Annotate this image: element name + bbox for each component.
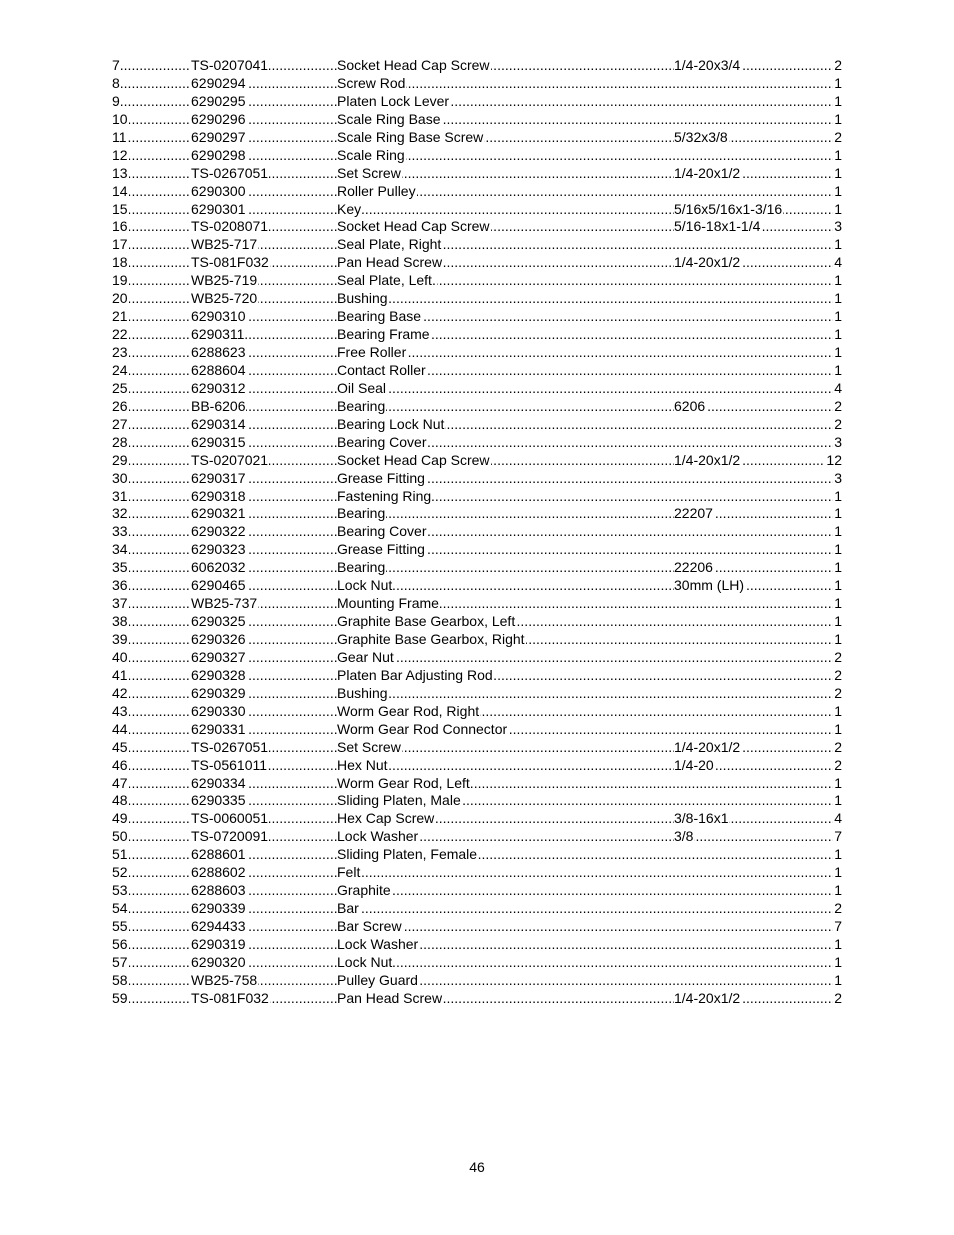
part-quantity: 2 [834,648,842,665]
part-description: Bearing [337,397,386,414]
part-quantity: 1 [834,720,842,737]
part-description: Scale Ring [337,146,405,163]
part-description: Lock Washer [337,828,419,845]
parts-list-row [112,739,842,757]
part-number: 6290330 [191,702,246,719]
item-number: 26 [112,397,128,414]
parts-list-row [112,577,842,595]
parts-list-row [112,452,842,470]
parts-list-row [112,595,842,613]
parts-list-row [112,218,842,236]
part-number: 6290335 [191,792,246,809]
part-quantity: 1 [834,971,842,988]
part-description: Worm Gear Rod Connector [337,720,508,737]
parts-list-row [112,541,842,559]
part-quantity: 2 [834,756,842,773]
part-number: 6290297 [191,128,246,145]
parts-list-row [112,308,842,326]
item-number: 52 [112,864,128,881]
part-description: Pan Head Screw [337,989,443,1006]
item-number: 50 [112,828,128,845]
item-number: 39 [112,631,128,647]
parts-list-row [112,398,842,416]
part-size: 1/4-20x1/2 [674,989,741,1006]
part-description: Fastening Ring [337,487,432,504]
part-description: Platen Lock Lever [337,92,450,109]
item-number: 56 [112,935,128,952]
part-number: 6290323 [191,541,246,558]
part-quantity: 3 [834,433,842,450]
part-quantity: 1 [834,846,842,863]
part-number: TS-081F032 [191,989,269,1006]
parts-list-row [112,667,842,685]
part-size: 5/16-18x1-1/4 [674,218,761,235]
item-number: 23 [112,344,128,360]
parts-list-row [112,165,842,183]
part-number: TS-0207021 [191,451,269,468]
part-quantity: 1 [834,146,842,163]
parts-list-row [112,631,842,649]
part-quantity: 12 [826,451,842,468]
parts-list-row [112,254,842,272]
part-quantity: 2 [834,415,842,432]
part-size: 5/32x3/8 [674,128,728,145]
parts-list-row [112,990,842,1008]
part-quantity: 1 [834,110,842,127]
part-description: Pan Head Screw [337,254,443,271]
part-description: Bushing [337,290,388,307]
part-size: 3/8 [674,828,694,845]
parts-list-row [112,111,842,129]
part-description: Platen Bar Adjusting Rod [337,666,493,683]
part-number: 6288601 [191,846,246,863]
part-number: 6290322 [191,523,246,540]
parts-list-row [112,775,842,793]
part-description: Socket Head Cap Screw [337,451,490,468]
part-number: 6290328 [191,666,246,683]
part-number: WB25-719 [191,272,258,289]
part-quantity: 1 [834,200,842,217]
item-number: 48 [112,792,128,809]
part-quantity: 1 [834,774,842,791]
part-quantity: 1 [834,631,842,647]
parts-list-row [112,147,842,165]
part-number: TS-0207041 [191,57,269,73]
parts-list-row [112,900,842,918]
part-quantity: 1 [834,236,842,253]
part-number: 6290301 [191,200,246,217]
part-quantity: 2 [834,900,842,917]
item-number: 11 [112,128,127,145]
part-quantity: 1 [834,541,842,558]
item-number: 8 [112,74,120,91]
part-number: 6290319 [191,935,246,952]
part-description: Scale Ring Base [337,110,441,127]
item-number: 44 [112,720,128,737]
part-number: TS-0267051 [191,738,269,755]
part-quantity: 1 [834,272,842,289]
item-number: 59 [112,989,128,1006]
parts-list-row [112,918,842,936]
part-quantity: 1 [834,792,842,809]
parts-list-row [112,201,842,219]
part-description: Pulley Guard [337,971,418,988]
item-number: 25 [112,379,128,396]
parts-list-row [112,703,842,721]
parts-list-row [112,488,842,506]
item-number: 43 [112,702,128,719]
part-description: Bearing Base [337,308,422,325]
part-description: Roller Pulley [337,182,416,199]
part-quantity: 1 [834,164,842,181]
part-quantity: 2 [834,128,842,145]
item-number: 18 [112,254,128,271]
parts-list-row [112,362,842,380]
part-quantity: 1 [834,361,842,378]
parts-list-row [112,721,842,739]
part-number: TS-0720091 [191,828,269,845]
part-quantity: 4 [834,379,842,396]
part-description: Hex Cap Screw [337,810,435,827]
part-number: 6290294 [191,74,246,91]
part-number: 6290321 [191,505,246,522]
item-number: 32 [112,505,128,522]
part-number: 6288604 [191,361,246,378]
part-quantity: 3 [834,218,842,235]
part-description: Bearing Lock Nut [337,415,445,432]
parts-list-row [112,810,842,828]
item-number: 37 [112,595,128,612]
part-description: Bearing Cover [337,433,427,450]
part-description: Oil Seal [337,379,387,396]
part-number: 6294433 [191,918,246,934]
part-quantity: 1 [834,505,842,522]
item-number: 54 [112,900,128,917]
part-number: 6288623 [191,344,246,360]
part-size: 1/4-20x3/4 [674,57,741,73]
part-number: 6288602 [191,864,246,881]
part-description: Bearing Frame [337,326,430,343]
part-number: 6290312 [191,379,246,396]
part-number: WB25-758 [191,971,258,988]
item-number: 29 [112,451,128,468]
part-description: Sliding Platen, Male [337,792,461,809]
part-number: TS-0208071 [191,218,269,235]
part-quantity: 1 [834,577,842,594]
part-quantity: 7 [834,918,842,934]
part-number: 6290310 [191,308,246,325]
item-number: 55 [112,918,128,934]
part-description: Lock Nut [337,577,393,594]
part-description: Gear Nut [337,648,394,665]
part-description: Mounting Frame [337,595,439,612]
item-number: 45 [112,738,128,755]
part-size: 30mm (LH) [674,577,745,594]
item-number: 42 [112,684,128,701]
parts-list-row [112,57,842,75]
part-number: 6290339 [191,900,246,917]
part-quantity: 1 [834,702,842,719]
part-description: Key [337,200,362,217]
part-number: BB-6206 [191,397,246,414]
parts-list-row [112,828,842,846]
part-description: Set Screw [337,738,401,755]
part-size: 3/8-16x1 [674,810,729,827]
part-number: 6290311 [191,326,245,343]
item-number: 7 [112,57,120,73]
part-description: Bar [337,900,359,917]
parts-list-row [112,344,842,362]
part-description: Seal Plate, Left. [337,272,436,289]
parts-list-row [112,183,842,201]
part-description: Lock Washer [337,935,419,952]
part-description: Hex Nut [337,756,388,773]
part-quantity: 1 [834,74,842,91]
parts-list-row [112,972,842,990]
part-number: 6290465 [191,577,246,594]
part-quantity: 4 [834,254,842,271]
item-number: 46 [112,756,128,773]
parts-list-row [112,75,842,93]
part-number: TS-0267051 [191,164,269,181]
part-description: Seal Plate, Right [337,236,442,253]
part-quantity: 3 [834,469,842,486]
part-number: TS-081F032 [191,254,269,271]
item-number: 40 [112,648,128,665]
part-quantity: 2 [834,989,842,1006]
part-quantity: 1 [834,308,842,325]
part-size: 1/4-20x1/2 [674,164,741,181]
part-description: Worm Gear Rod, Right [337,702,480,719]
item-number: 33 [112,523,128,540]
parts-list-row [112,129,842,147]
part-quantity: 1 [834,595,842,612]
part-description: Free Roller [337,344,407,360]
item-number: 53 [112,882,128,899]
part-number: 6290300 [191,182,246,199]
item-number: 49 [112,810,128,827]
part-description: Socket Head Cap Screw [337,218,490,235]
part-number: TS-0060051 [191,810,269,827]
part-description: Felt [337,864,361,881]
part-quantity: 1 [834,935,842,952]
part-description: Grease Fitting [337,469,425,486]
item-number: 30 [112,469,128,486]
part-description: Bearing [337,559,386,576]
item-number: 41 [112,666,128,683]
part-quantity: 2 [834,666,842,683]
item-number: 16 [112,218,128,235]
item-number: 22 [112,326,128,343]
part-quantity: 1 [834,326,842,343]
item-number: 38 [112,613,128,630]
part-quantity: 1 [834,92,842,109]
parts-list-row [112,505,842,523]
part-quantity: 2 [834,738,842,755]
parts-list-row [112,559,842,577]
part-description: Set Screw [337,164,401,181]
part-number: WB25-717 [191,236,258,253]
part-quantity: 2 [834,684,842,701]
parts-list-row [112,93,842,111]
part-number: 6290320 [191,953,246,970]
part-number: 6290326 [191,631,246,647]
item-number: 36 [112,577,128,594]
page-number: 46 [469,1159,485,1175]
parts-list-row [112,434,842,452]
part-size: 1/4-20x1/2 [674,254,741,271]
item-number: 17 [112,236,128,253]
item-number: 19 [112,272,128,289]
part-number: 6290295 [191,92,246,109]
part-number: 6290331 [191,720,246,737]
parts-list-row [112,236,842,254]
item-number: 28 [112,433,128,450]
parts-list [112,57,842,1008]
part-quantity: 1 [834,864,842,881]
parts-list-row [112,416,842,434]
part-number: 6290325 [191,613,246,630]
part-description: Contact Roller [337,361,426,378]
parts-list-row [112,882,842,900]
part-description: Scale Ring Base Screw [337,128,484,145]
part-description: Sliding Platen, Female [337,846,478,863]
part-number: 6290329 [191,684,246,701]
part-description: Lock Nut [337,953,393,970]
part-number: 6290315 [191,433,246,450]
item-number: 15 [112,200,128,217]
part-quantity: 1 [834,613,842,630]
parts-list-row [112,954,842,972]
parts-list-row [112,792,842,810]
part-number: 6290296 [191,110,246,127]
part-description: Bar Screw [337,918,402,934]
part-number: 6288603 [191,882,246,899]
item-number: 14 [112,182,128,199]
parts-list-row [112,846,842,864]
parts-list-row [112,326,842,344]
parts-list-row [112,613,842,631]
part-description: Bearing [337,505,386,522]
item-number: 9 [112,92,120,109]
part-size: 22207 [674,505,713,522]
item-number: 10 [112,110,128,127]
part-quantity: 7 [834,828,842,845]
part-quantity: 1 [834,290,842,307]
part-quantity: 2 [834,57,842,73]
item-number: 27 [112,415,128,432]
part-number: 6290334 [191,774,246,791]
part-description: Grease Fitting [337,541,425,558]
item-number: 13 [112,164,128,181]
parts-list-row [112,685,842,703]
part-quantity: 1 [834,559,842,576]
item-number: 51 [112,846,128,863]
part-description: Graphite [337,882,391,899]
parts-list-row [112,290,842,308]
part-number: WB25-737 [191,595,258,612]
item-number: 35 [112,559,128,576]
parts-list-row [112,649,842,667]
part-quantity: 4 [834,810,842,827]
item-number: 47 [112,774,128,791]
part-number: 6290317 [191,469,246,486]
item-number: 12 [112,146,128,163]
item-number: 34 [112,541,128,558]
part-quantity: 1 [834,882,842,899]
part-size: 1/4-20 [674,756,714,773]
part-quantity: 1 [834,182,842,199]
part-description: Bushing [337,684,388,701]
part-quantity: 2 [834,397,842,414]
part-size: 5/16x5/16x1-3/16 [674,200,783,217]
part-description: Graphite Base Gearbox, Right [337,631,525,647]
part-description: Screw Rod [337,74,406,91]
parts-list-row [112,272,842,290]
part-size: 1/4-20x1/2 [674,738,741,755]
part-description: Graphite Base Gearbox, Left [337,613,516,630]
parts-list-row [112,523,842,541]
part-number: 6290327 [191,648,246,665]
part-description: Socket Head Cap Screw [337,57,490,73]
part-number: 6290298 [191,146,246,163]
part-number: 6062032 [191,559,246,576]
part-quantity: 1 [834,953,842,970]
part-description: Worm Gear Rod, Left. [337,774,474,791]
part-number: TS-0561011 [191,756,268,773]
part-description: Bearing Cover [337,523,427,540]
part-number: WB25-720 [191,290,258,307]
part-quantity: 1 [834,344,842,360]
parts-list-row [112,864,842,882]
item-number: 21 [112,308,128,325]
part-number: 6290318 [191,487,246,504]
part-size: 22206 [674,559,713,576]
parts-list-row [112,470,842,488]
parts-list-row [112,380,842,398]
part-size: 1/4-20x1/2 [674,451,741,468]
part-number: 6290314 [191,415,246,432]
parts-list-row [112,757,842,775]
parts-list-row [112,936,842,954]
item-number: 57 [112,953,128,970]
part-size: 6206 [674,397,706,414]
item-number: 31 [112,487,128,504]
part-quantity: 1 [834,523,842,540]
part-quantity: 1 [834,487,842,504]
item-number: 20 [112,290,128,307]
item-number: 24 [112,361,128,378]
item-number: 58 [112,971,128,988]
